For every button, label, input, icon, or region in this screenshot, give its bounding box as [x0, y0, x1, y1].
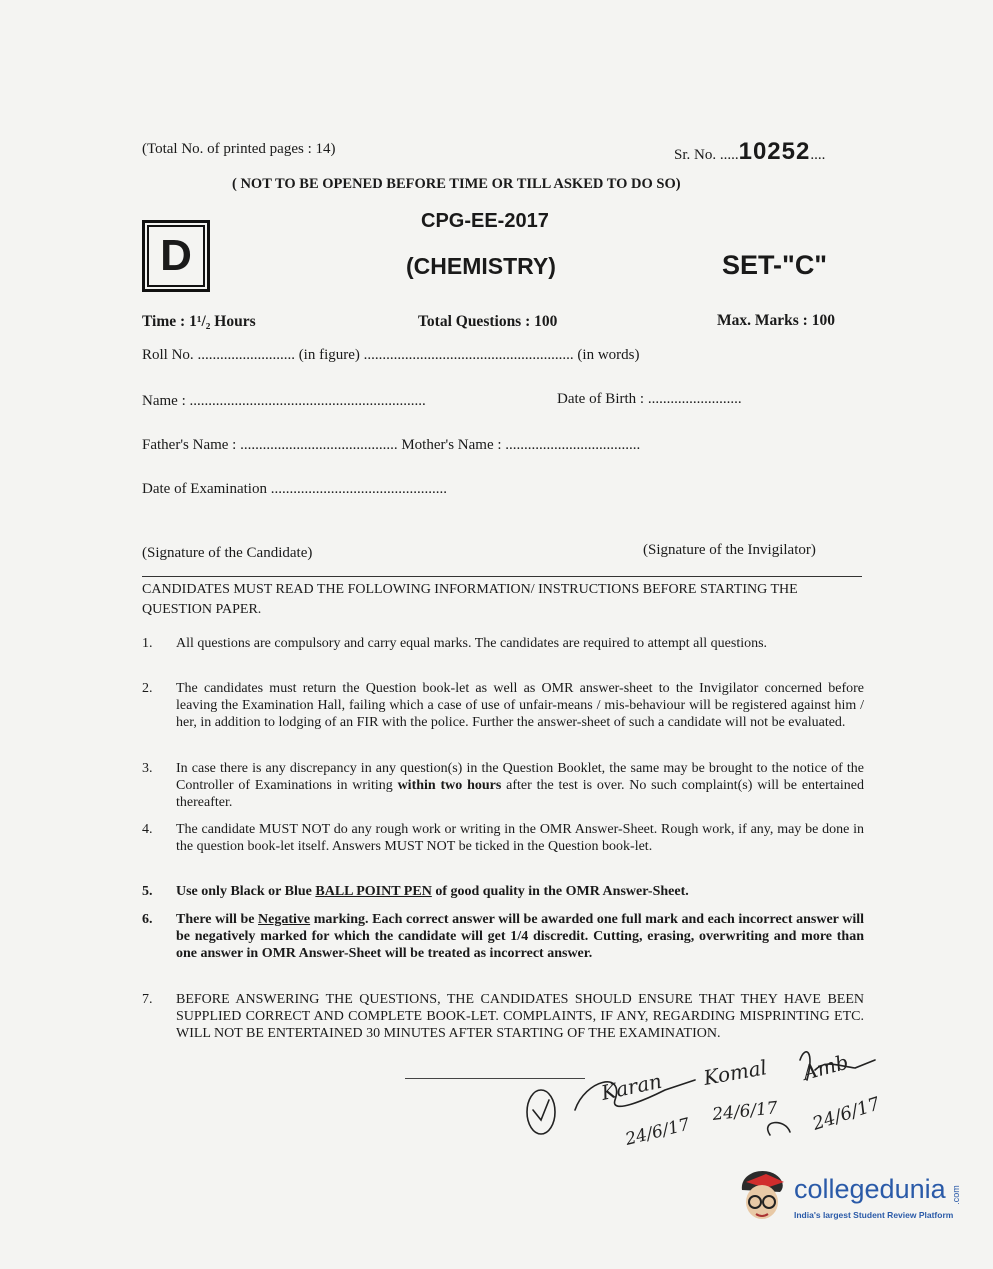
instruction-number: 7. [142, 992, 153, 1007]
exam-code: CPG-EE-2017 [421, 210, 549, 232]
instruction-text-b: marking. Each correct answer will be awarded one full mark and each incorrect answer will be negatively marked for which the candidate will get 1/4 discredit. Cutting, erasing, overwriting and more than one answer in OMR Answer-Sheet will be treated as incorrect answer. [176, 912, 864, 961]
collegedunia-logo-icon [736, 1168, 788, 1224]
collegedunia-tagline: India's largest Student Review Platform [794, 1210, 954, 1220]
candidate-signature-label: (Signature of the Candidate) [142, 545, 313, 561]
instruction-3 [142, 760, 864, 811]
instruction-text: All questions are compulsory and carry equal marks. The candidates are required to attempt all questions. [176, 636, 768, 651]
in-figure-label: (in figure) [298, 347, 360, 363]
handwritten-date-1: 24/6/17 [623, 1114, 692, 1150]
exam-date-label: Date of Examination [142, 481, 267, 497]
instruction-number: 2. [142, 681, 153, 696]
instruction-5 [142, 883, 864, 900]
mother-field[interactable]: .................................... [505, 437, 641, 453]
tick-mark [533, 1100, 549, 1120]
instruction-text: The candidate MUST NOT do any rough work or writing in the OMR Answer-Sheet. Rough work, if any, may be done in the question book-let itself. Answers MUST NOT be ticked in the Question book-let. [176, 822, 864, 854]
total-questions: Total Questions : 100 [418, 313, 558, 330]
instruction-1 [142, 635, 864, 652]
parents-row [142, 437, 858, 454]
max-marks: Max. Marks : 100 [717, 312, 835, 329]
printed-pages: (Total No. of printed pages : 14) [142, 141, 336, 157]
roll-words-field[interactable]: ........................................................ [363, 347, 574, 363]
in-words-label: (in words) [577, 347, 640, 363]
instruction-number: 5. [142, 884, 153, 899]
instruction-2 [142, 680, 864, 731]
instruction-text-b: after the test is over. No such complaint(s) will be entertained thereafter. [176, 778, 865, 810]
invigilator-signature-label: (Signature of the Invigilator) [643, 542, 816, 558]
instruction-text [176, 760, 864, 811]
collegedunia-brand [794, 1174, 965, 1205]
serial-value: 10252 [738, 138, 811, 165]
serial-number [674, 138, 825, 166]
instruction-underline: BALL POINT PEN [315, 884, 432, 899]
instruction-text-b: of good quality in the OMR Answer-Sheet. [431, 884, 689, 899]
roll-number-row [142, 347, 858, 364]
serial-label: Sr. No. ..... [674, 147, 739, 163]
instruction-text [176, 883, 864, 900]
brand-tld: .com [950, 1185, 961, 1205]
instruction-text [176, 911, 864, 962]
mother-label: Mother's Name : [401, 437, 502, 453]
dob-field[interactable]: ......................... [647, 391, 742, 407]
collegedunia-watermark [736, 1168, 966, 1224]
tick-circle [527, 1090, 555, 1134]
instruction-underline: Negative [258, 912, 311, 927]
instruction-text: BEFORE ANSWERING THE QUESTIONS, THE CANDIDATES SHOULD ENSURE THAT THEY HAVE BEEN SUPPLIED CORRECT AND COMPLETE BOOK-LET. COMPLAINTS, IF ANY, REGARDING MISPRINTING ETC. WILL NOT BE ENTERTAINED 30 MINUTES AFTER STARTING OF THE EXAMINATION. [176, 992, 864, 1041]
booklet-series-box [142, 220, 210, 292]
name-label: Name : [142, 393, 186, 409]
exam-subject: (CHEMISTRY) [406, 253, 556, 279]
dob-group [557, 391, 742, 408]
instructions-heading: CANDIDATES MUST READ THE FOLLOWING INFORMATION/ INSTRUCTIONS BEFORE STARTING THE QUESTION PAPER. [142, 582, 798, 617]
instruction-7 [142, 991, 864, 1042]
instruction-text-a: Use only Black or Blue [176, 884, 316, 899]
father-label: Father's Name : [142, 437, 237, 453]
instruction-number: 3. [142, 761, 153, 776]
handwritten-date-2: 24/6/17 [711, 1098, 779, 1125]
exam-date-row [142, 481, 858, 498]
roll-figure-field[interactable]: .......................... [197, 347, 295, 363]
signature-flourish-3 [768, 1123, 790, 1135]
instruction-number: 4. [142, 822, 153, 837]
handwritten-name-3: Amb [800, 1049, 851, 1085]
question-set: SET-"C" [722, 250, 828, 280]
name-row [142, 393, 858, 410]
exam-date-field[interactable]: ............................................... [270, 481, 447, 497]
father-field[interactable]: .......................................... [240, 437, 398, 453]
instruction-text-a: In case there is any discrepancy in any question(s) in the Question Booklet, the same may be brought to the notice of the Controller of Examinations in writing [176, 761, 864, 793]
roll-label: Roll No. [142, 347, 194, 363]
instruction-emphasis: within two hours [397, 778, 502, 793]
booklet-series: D [160, 231, 192, 280]
handwritten-name-2: Komal [701, 1055, 769, 1090]
brand-name: collegedunia [794, 1174, 946, 1204]
handwritten-date-3: 24/6/17 [810, 1093, 883, 1135]
dob-label: Date of Birth : [557, 391, 645, 407]
handwritten-signatures [515, 1040, 905, 1150]
instruction-text: The candidates must return the Question book-let as well as OMR answer-sheet to the Invigilator concerned before leaving the Examination Hall, failing which a case of use of unfair-means / mis-behaviour will be registered against him / her, in addition to lodging of an FIR with the police. Further the answer-sheet of such a candidate will not be evaluated. [176, 681, 864, 730]
handwritten-name-1: Karan [599, 1068, 664, 1105]
instruction-text-a: There will be [176, 912, 259, 927]
exam-duration: Time : 1¹/₂ Hours [142, 313, 256, 330]
name-field[interactable]: ............................................................... [189, 393, 426, 409]
serial-trail: .... [810, 147, 826, 163]
instruction-number: 6. [142, 912, 153, 927]
instruction-number: 1. [142, 636, 153, 651]
instruction-6 [142, 911, 864, 962]
opening-notice: ( NOT TO BE OPENED BEFORE TIME OR TILL ASKED TO DO SO) [232, 176, 681, 192]
divider-line [142, 576, 862, 577]
instruction-4 [142, 821, 864, 855]
